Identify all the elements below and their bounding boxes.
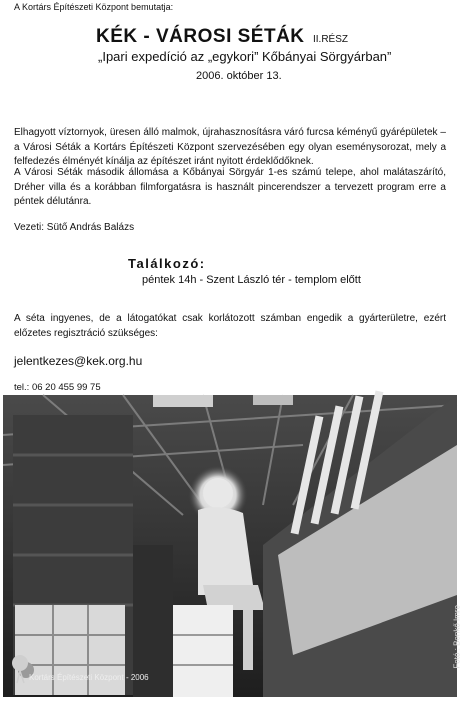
program-paragraph: A Városi Séták második állomása a Kőbányai Sörgyár 1-es számú telepe, ahol malátaszárító, Dréher villa és a korábban filmforgatásra is használt pincerendszer a tervezett program erre a péntek délutánra. (14, 167, 446, 208)
guide-line: Vezeti: Sütő András Balázs (14, 222, 135, 233)
part-label: II.RÉSZ (312, 34, 348, 45)
intro-paragraph: Elhagyott víztornyok, üresen álló malmok, újrahasznosításra váró furcsa kéményű gyárépületek – a Városi Séták a Kortárs Építészeti Központ szervezésében egy olyan eseménysorozat, mely a felfedezés élményét kínálja az építészet iránt nyitott érdeklődőknek. (14, 127, 446, 168)
registration-paragraph: A séta ingyenes, de a látogatókat csak korlátozott számban engedik a gyárterületre, ezért előzetes regisztráció szükséges: (14, 313, 446, 339)
photo-credit: Fotó : Benkő Imre (453, 605, 462, 669)
factory-photo (3, 395, 462, 697)
presenter-line: A Kortárs Építészeti Központ bemutatja: (14, 2, 174, 12)
meeting-heading: Találkozó: (128, 256, 206, 271)
subtitle: „Ipari expedíció az „egykori” Kőbányai Sörgyárban” (98, 49, 392, 64)
phone-line: tel.: 06 20 455 99 75 (14, 382, 101, 393)
event-date: 2006. október 13. (196, 70, 282, 82)
registration-email[interactable]: jelentkezes@kek.org.hu (14, 354, 143, 368)
main-title: KÉK - VÁROSI SÉTÁK (96, 26, 305, 47)
kek-logo-icon (9, 653, 31, 685)
footer-organization: Kortárs Építészeti Központ - 2006 (29, 673, 149, 682)
meeting-details: péntek 14h - Szent László tér - templom előtt (142, 274, 361, 286)
title-row (96, 26, 348, 48)
factory-photo-illustration (3, 395, 457, 697)
